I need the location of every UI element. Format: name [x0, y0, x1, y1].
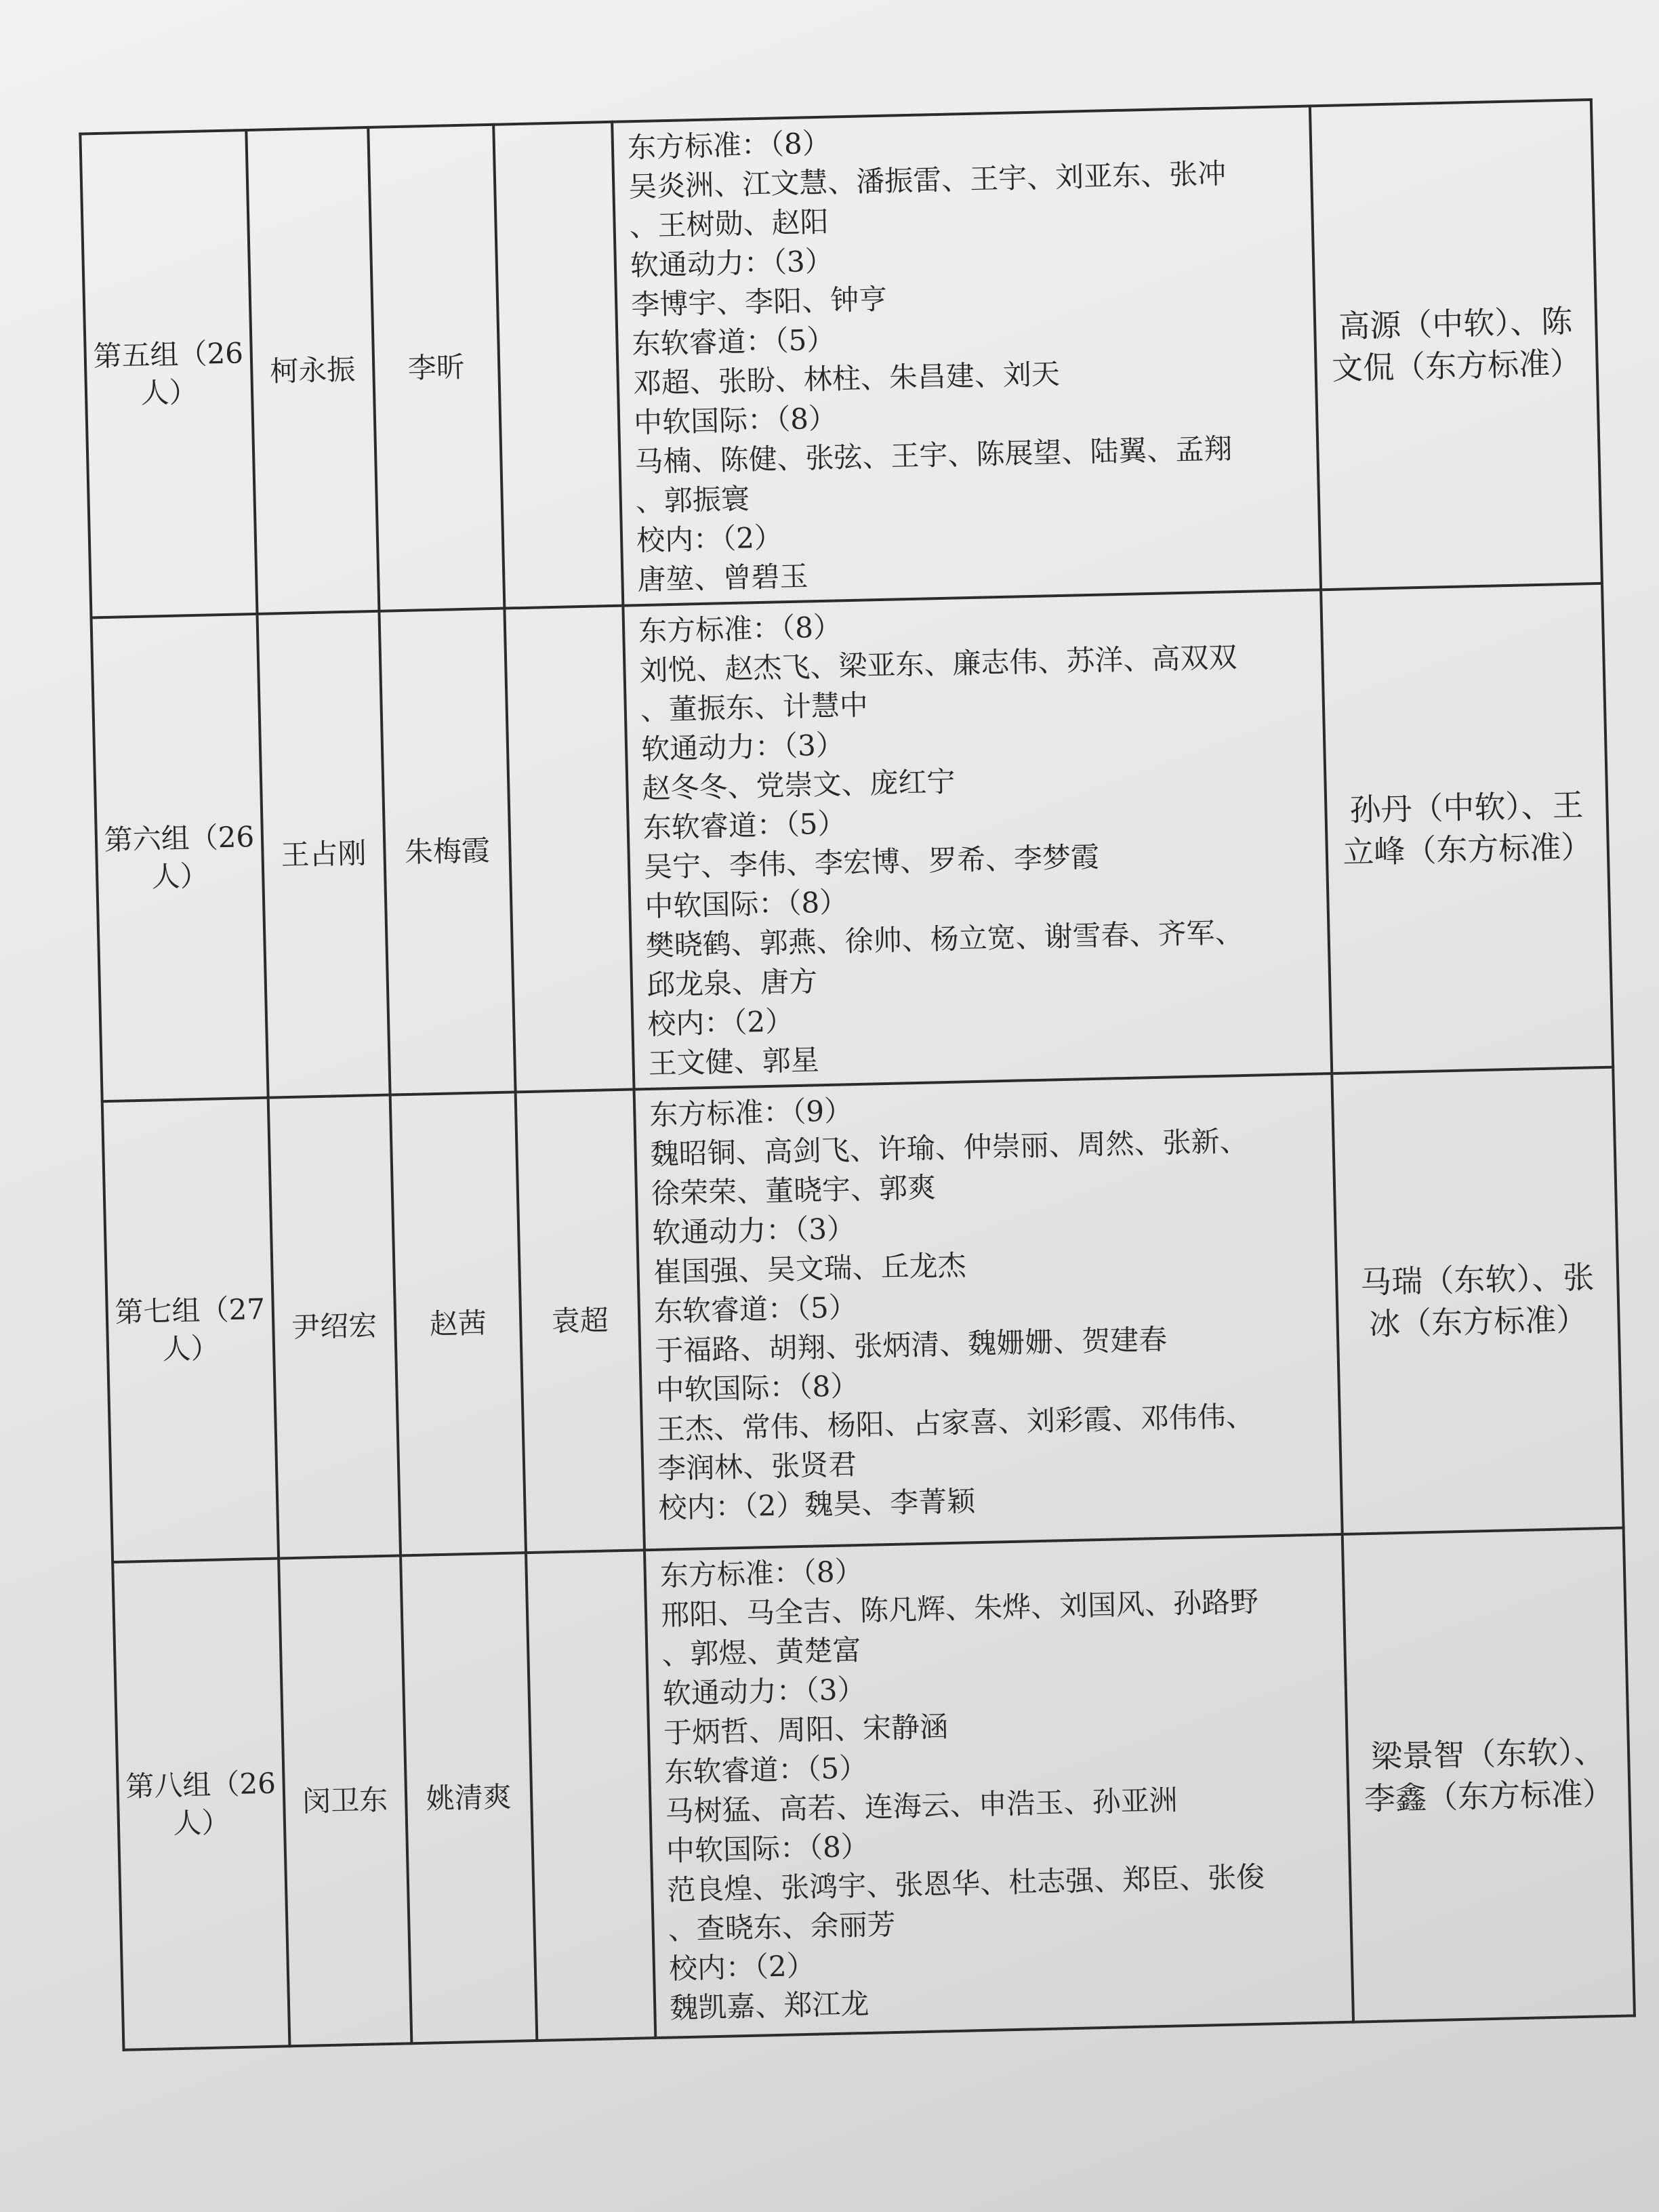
member-line: 东方标准：（9） [649, 1094, 853, 1132]
member-line: 东方标准：（8） [659, 1554, 864, 1593]
group-name-cell: 第五组（26人） [80, 130, 257, 617]
group-teacher-cell: 梁景智（东软）、李鑫（东方标准） [1343, 1528, 1635, 2022]
member-line: 校内：（2） [668, 1948, 816, 1986]
member-line: 东软睿道：（5） [653, 1290, 858, 1328]
group-roster-table [79, 98, 1636, 2051]
group-deputy-cell: 赵茜 [390, 1092, 526, 1555]
member-line: 李博宇、李阳、钟亨 [630, 282, 888, 322]
member-line: 校内：（2） [636, 520, 783, 558]
member-line: 王文健、郭星 [648, 1043, 820, 1080]
member-line: 软通动力：（3） [651, 1212, 856, 1250]
member-line: 马树猛、高若、连海云、申浩玉、孙亚洲 [665, 1783, 1179, 1828]
member-line: 校内：（2） [647, 1004, 794, 1041]
group-members-cell [634, 1073, 1343, 1550]
member-line: 、查晓东、余丽芳 [668, 1908, 897, 1946]
member-line: 东软睿道：（5） [632, 323, 836, 361]
group-teacher-cell: 马瑞（东软）、张冰（东方标准） [1332, 1067, 1623, 1534]
member-line: 范良煌、张鸿宇、张恩华、杜志强、郑臣、张俊 [666, 1860, 1265, 1907]
member-line: 刘悦、赵杰飞、梁亚东、廉志伟、苏洋、高双双 [638, 640, 1237, 688]
member-line: 中软国际：（8） [655, 1369, 859, 1407]
group-assistant-cell: 袁超 [516, 1089, 644, 1553]
group-deputy-cell: 朱梅霞 [379, 609, 515, 1095]
group-assistant-cell [526, 1550, 655, 2041]
member-line: 东方标准：（8） [627, 126, 832, 165]
member-line: 、郭煜、黄楚富 [661, 1633, 861, 1671]
member-line: 东软睿道：（5） [642, 806, 846, 845]
group-members-cell [623, 590, 1332, 1089]
member-line: 唐堃、曾碧玉 [636, 559, 808, 597]
table-row [102, 1067, 1624, 1562]
member-line: 马楠、陈健、张弦、王宇、陈展望、陆翼、孟翔 [634, 432, 1233, 479]
member-line: 邱龙泉、唐方 [646, 964, 818, 1002]
member-line: 邢阳、马全吉、陈凡辉、朱烨、刘国风、孙路野 [660, 1584, 1259, 1632]
member-line: 中软国际：（8） [644, 885, 848, 924]
member-line: 赵冬冬、党崇文、庞红宁 [641, 764, 956, 806]
group-deputy-cell: 李昕 [368, 125, 504, 611]
member-line: 吴炎洲、江文慧、潘振雷、王宇、刘亚东、张冲 [628, 157, 1227, 204]
member-line: 软通动力：（3） [640, 728, 845, 766]
member-line: 、董振东、计慧中 [640, 688, 869, 727]
group-name-cell: 第七组（27人） [102, 1098, 279, 1562]
member-line: 李润林、张贤君 [657, 1448, 857, 1486]
group-teacher-cell: 孙丹（中软）、王立峰（东方标准） [1321, 583, 1613, 1073]
member-line: 校内：（2）魏昊、李菁颖 [658, 1484, 976, 1525]
member-line: 、王树勋、赵阳 [629, 205, 830, 243]
member-line: 于福路、胡翔、张炳清、魏姗姗、贺建春 [654, 1322, 1168, 1368]
group-assistant-cell [493, 122, 623, 609]
group-name-cell: 第八组（26人） [112, 1559, 289, 2050]
member-line: 于炳哲、周阳、宋静涵 [663, 1710, 949, 1750]
member-line: 软通动力：（3） [662, 1672, 866, 1711]
group-deputy-cell: 姚清爽 [401, 1553, 537, 2043]
group-name-cell: 第六组（26人） [91, 614, 268, 1101]
group-members-cell [644, 1534, 1353, 2038]
table-row [112, 1528, 1635, 2049]
member-line: 王杰、常伟、杨阳、占家喜、刘彩霞、邓伟伟、 [656, 1399, 1255, 1446]
member-line: 徐荣荣、董晓宇、郭爽 [651, 1170, 937, 1210]
member-line: 东软睿道：（5） [663, 1750, 868, 1789]
member-line: 邓超、张盼、林柱、朱昌建、刘天 [632, 356, 1061, 401]
table-row [80, 100, 1602, 617]
group-leader-cell: 尹绍宏 [268, 1095, 401, 1559]
group-leader-cell: 王占刚 [257, 611, 390, 1098]
member-line: 中软国际：（8） [633, 401, 838, 440]
member-line: 崔国强、吴文瑞、丘龙杰 [653, 1248, 967, 1289]
group-members-cell [612, 106, 1321, 605]
group-leader-cell: 闵卫东 [279, 1555, 411, 2046]
member-line: 樊晓鹤、郭燕、徐帅、杨立宽、谢雪春、齐军、 [645, 915, 1244, 962]
document-sheet [79, 98, 1633, 2043]
member-line: 软通动力：（3） [630, 244, 834, 283]
member-line: 吴宁、李伟、李宏博、罗希、李梦霞 [643, 840, 1100, 884]
group-teacher-cell: 高源（中软）、陈文侃（东方标准） [1310, 100, 1602, 590]
group-assistant-cell [504, 606, 634, 1092]
table-row [91, 583, 1614, 1101]
member-line: 魏凯嘉、郑江龙 [669, 1986, 869, 2025]
member-line: 、郭振寰 [635, 482, 750, 518]
member-line: 中软国际：（8） [665, 1829, 870, 1868]
group-leader-cell: 柯永振 [246, 127, 379, 614]
member-line: 东方标准：（8） [638, 610, 842, 649]
member-line: 魏昭铜、高剑飞、许瑜、仲崇丽、周然、张新、 [650, 1124, 1249, 1171]
